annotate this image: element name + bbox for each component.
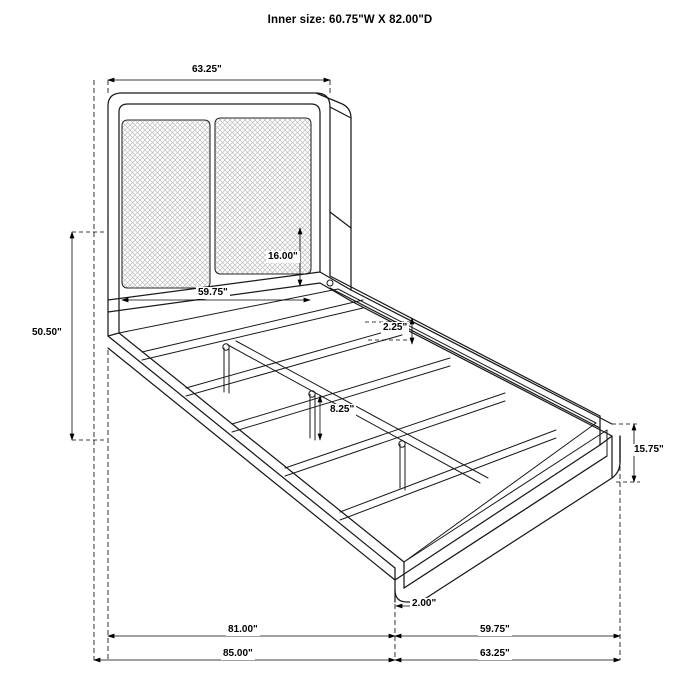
dimension-headboard-inner-width: 59.75" (198, 287, 228, 298)
dimension-overall-length: 85.00" (223, 648, 253, 659)
dimension-overall-height: 50.50" (32, 327, 62, 338)
dimension-side-rail-length: 81.00" (228, 624, 258, 635)
dimension-footboard-rail-thick: 2.00" (412, 598, 437, 609)
dimension-support-leg-height: 8.25" (330, 404, 355, 415)
page-title: Inner size: 60.75"W X 82.00"D (267, 14, 433, 26)
dimension-headboard-width: 63.25" (192, 64, 222, 75)
dimension-slat-thickness: 2.25" (383, 322, 408, 333)
dimension-footboard-height: 15.75" (634, 444, 664, 455)
dimension-headboard-panel-height: 16.00" (268, 251, 298, 262)
dimension-footboard-width: 59.75" (480, 624, 510, 635)
dimension-overall-width: 63.25" (480, 648, 510, 659)
